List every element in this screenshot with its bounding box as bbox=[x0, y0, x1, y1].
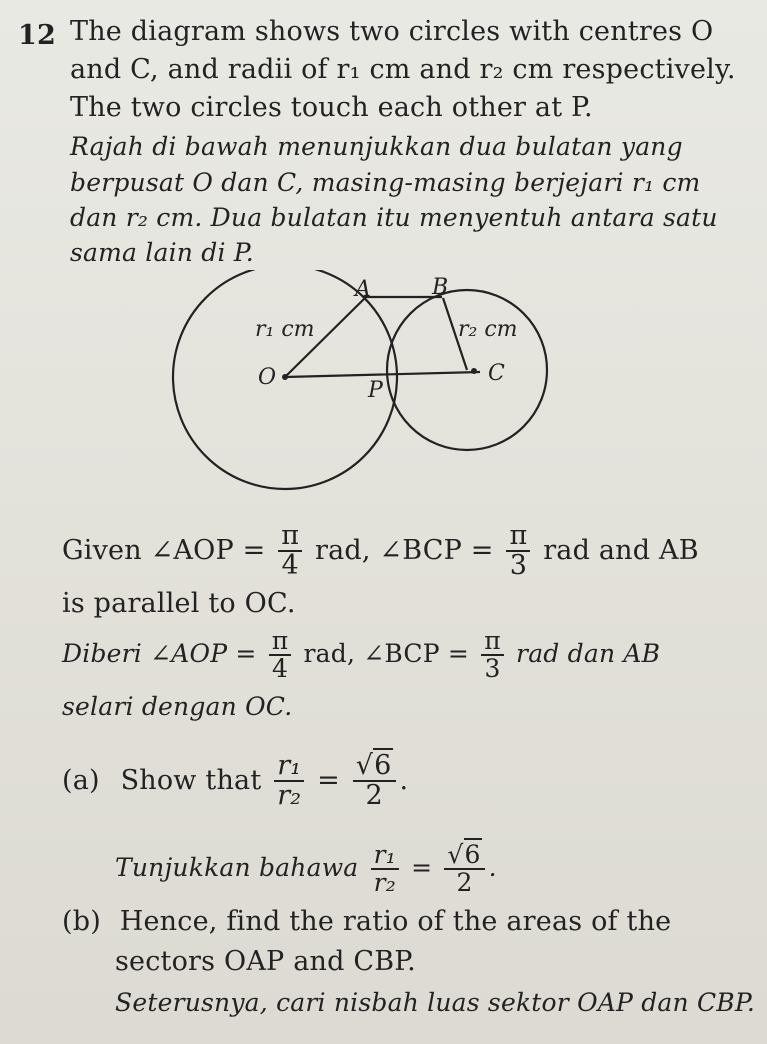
part-b-en-line-1 bbox=[62, 906, 671, 937]
fraction-sqrt6-over-2 bbox=[353, 752, 396, 811]
given-en-line-2: is parallel to OC. bbox=[62, 588, 296, 619]
sqrt-symbol: √ bbox=[447, 840, 464, 869]
fraction-pi-over-3 bbox=[506, 522, 530, 581]
sqrt-argument: 6 bbox=[464, 840, 481, 869]
label-a: A bbox=[355, 277, 371, 302]
label-r1: r₁ cm bbox=[255, 317, 315, 342]
denominator-2: 2 bbox=[456, 868, 473, 898]
fraction-sqrt6-over-2-ms bbox=[444, 842, 484, 897]
period: . bbox=[488, 852, 497, 882]
r1-symbol: r₁ bbox=[371, 842, 399, 870]
period: . bbox=[399, 764, 409, 796]
line-oc bbox=[285, 372, 480, 377]
given-ms-rad1: rad, ∠BCP = bbox=[303, 638, 470, 668]
given-ms-line-2: selari dengan OC. bbox=[62, 692, 293, 721]
intro-ms-line-4: sama lain di P. bbox=[70, 238, 254, 267]
denominator-4: 4 bbox=[281, 550, 299, 582]
sqrt-argument: 6 bbox=[374, 750, 392, 781]
fraction-pi-over-3-ms bbox=[481, 628, 504, 683]
fraction-pi-over-4 bbox=[278, 522, 302, 581]
part-a-text: Show that bbox=[120, 764, 262, 796]
given-ms-prefix: Diberi ∠AOP = bbox=[62, 638, 257, 668]
r2-symbol: r₂ bbox=[277, 780, 302, 812]
given-ms-rad2: rad dan AB bbox=[516, 638, 661, 668]
pi-symbol: π bbox=[506, 522, 530, 552]
denominator-4: 4 bbox=[271, 654, 289, 684]
intro-ms-line-3: dan r₂ cm. Dua bulatan itu menyentuh antara satu bbox=[70, 203, 718, 232]
intro-ms-line-1: Rajah di bawah menunjukkan dua bulatan yang bbox=[70, 132, 683, 161]
given-prefix: Given ∠AOP = bbox=[62, 534, 266, 566]
part-a-ms: Tunjukkan bahawa $\frac{\text{r₁}}{\text{r₂}}$ = $\frac{√6}{2}$ . bbox=[115, 840, 497, 898]
given-rad1: rad, ∠BCP = bbox=[314, 534, 494, 566]
pi-symbol: π bbox=[269, 628, 292, 656]
sqrt-symbol: √ bbox=[355, 750, 374, 781]
label-c: C bbox=[488, 361, 505, 386]
denominator-2: 2 bbox=[365, 780, 383, 812]
part-a-ms-text: Tunjukkan bahawa bbox=[115, 852, 359, 882]
given-en-line-1 bbox=[62, 522, 699, 581]
fraction-r1-over-r2 bbox=[274, 752, 304, 811]
label-b: B bbox=[432, 275, 449, 300]
label-o: O bbox=[258, 365, 277, 390]
part-b-ms: Seterusnya, cari nisbah luas sektor OAP dan CBP. bbox=[115, 988, 755, 1017]
denominator-3: 3 bbox=[484, 654, 501, 684]
intro-line-3: The two circles touch each other at P. bbox=[70, 92, 593, 123]
part-b-en-line-2: sectors OAP and CBP. bbox=[115, 946, 416, 977]
part-a-en: (a) Show that $\frac{\text{r₁}}{\text{r₂}}$ = $\frac{√6}{2}$ . bbox=[62, 750, 409, 812]
part-b-label: (b) bbox=[62, 906, 101, 937]
fraction-r1-over-r2-ms bbox=[371, 842, 399, 897]
point-c bbox=[471, 368, 477, 374]
denominator-3: 3 bbox=[509, 550, 528, 582]
label-r2: r₂ cm bbox=[458, 317, 518, 342]
intro-ms-line-2: berpusat O dan C, masing-masing berjejari r₁ cm bbox=[70, 168, 701, 197]
fraction-pi-over-4-ms bbox=[269, 628, 292, 683]
given-rad2: rad and AB bbox=[543, 534, 699, 566]
r1-symbol: r₁ bbox=[274, 752, 304, 782]
question-number: 12 bbox=[18, 20, 56, 51]
pi-symbol: π bbox=[278, 522, 302, 552]
r2-symbol: r₂ bbox=[373, 868, 396, 898]
point-o bbox=[282, 374, 288, 380]
intro-line-1: The diagram shows two circles with centres O bbox=[70, 16, 714, 47]
part-b-text-1: Hence, find the ratio of the areas of the bbox=[119, 906, 672, 937]
two-circles-diagram bbox=[0, 270, 767, 530]
intro-line-2: and C, and radii of r₁ cm and r₂ cm respectively. bbox=[70, 54, 736, 85]
part-a-label: (a) bbox=[62, 764, 100, 796]
pi-symbol: π bbox=[481, 628, 504, 656]
given-ms-line-1 bbox=[62, 628, 660, 683]
label-p: P bbox=[368, 378, 383, 403]
